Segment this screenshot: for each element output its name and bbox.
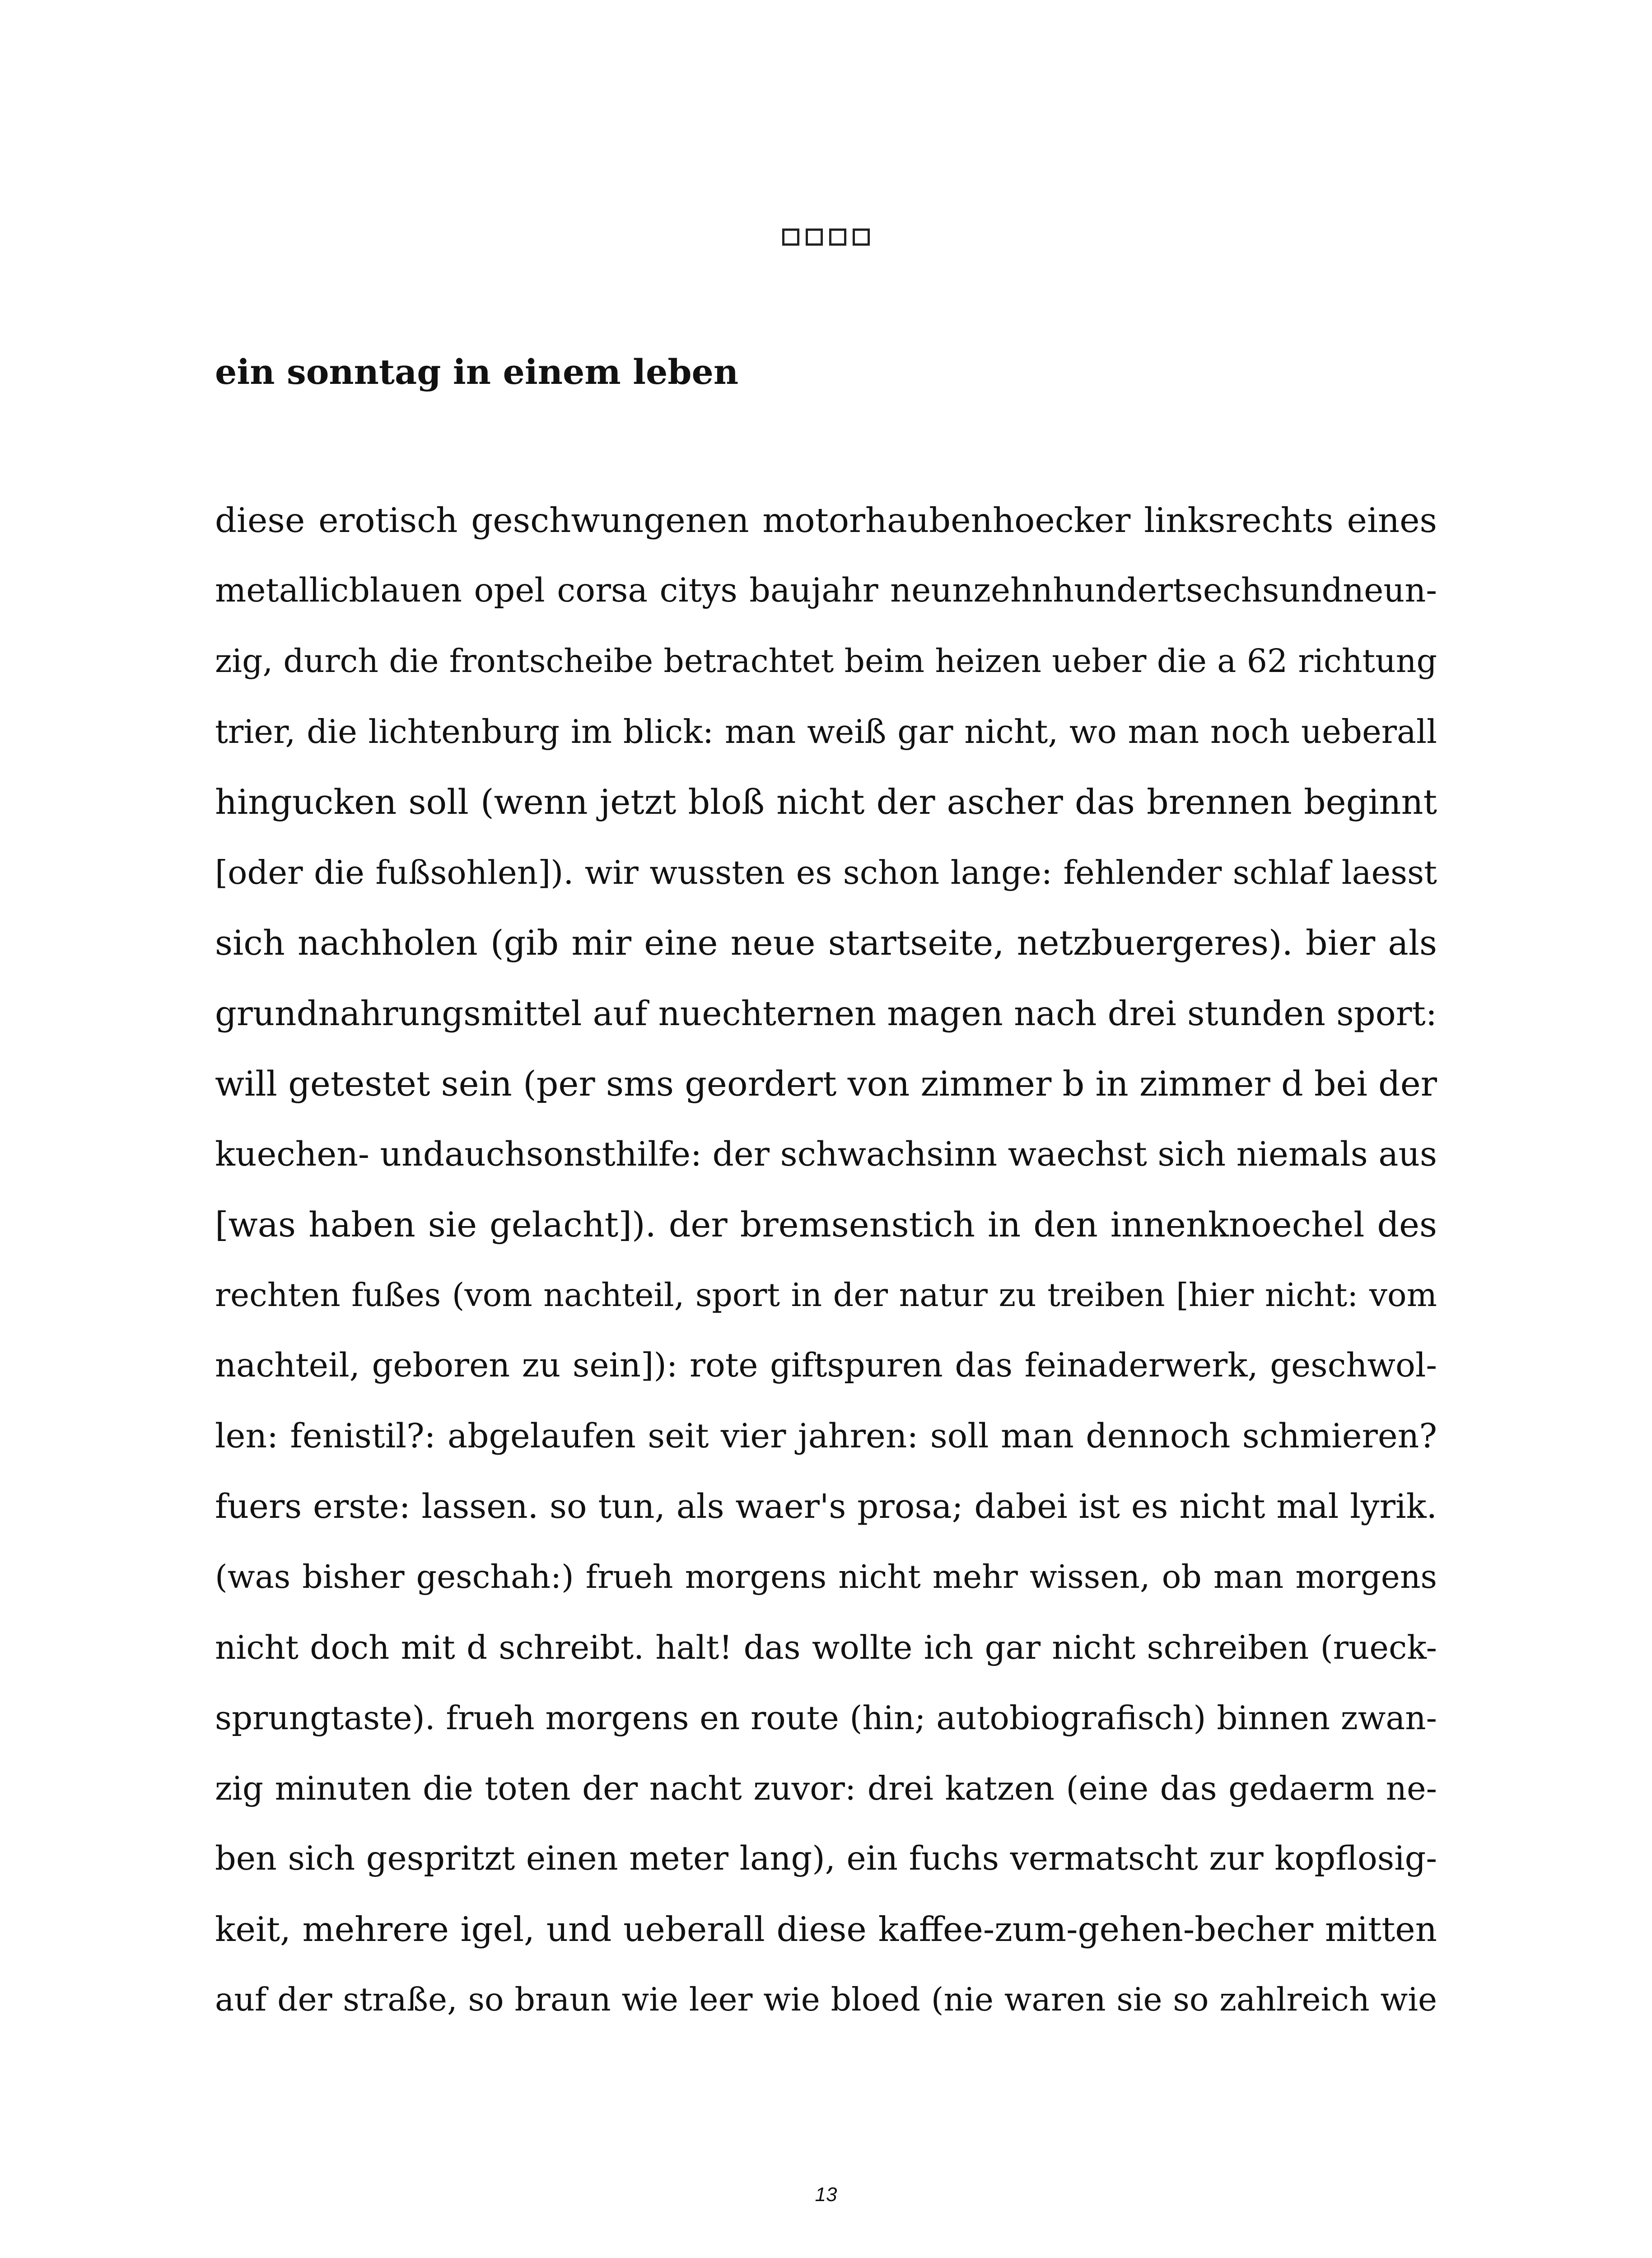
text-line: rechten fußes (vom nachteil, sport in der natur zu treiben [hier nicht: vom xyxy=(215,1276,1437,1314)
text-line: grundnahrungsmittel auf nuechternen magen nach drei stunden sport: xyxy=(215,994,1437,1033)
square-outline-icon xyxy=(853,229,870,246)
text-line: ben sich gespritzt einen meter lang), ein fuchs vermatscht zur kopflosig- xyxy=(215,1839,1437,1878)
text-line: sich nachholen (gib mir eine neue startseite, netzbuergeres). bier als xyxy=(215,923,1437,963)
text-line: metallicblauen opel corsa citys baujahr neunzehnhundertsechsundneun- xyxy=(215,571,1437,610)
text-line: zig minuten die toten der nacht zuvor: drei katzen (eine das gedaerm ne- xyxy=(215,1769,1437,1807)
text-line: len: fenistil?: abgelaufen seit vier jahren: soll man dennoch schmieren? xyxy=(215,1417,1437,1456)
text-line: nachteil, geboren zu sein]): rote giftspuren das feinaderwerk, geschwol- xyxy=(215,1346,1437,1385)
text-line: fuers erste: lassen. so tun, als waer's prosa; dabei ist es nicht mal lyrik. xyxy=(215,1487,1437,1526)
text-line: zig, durch die frontscheibe betrachtet beim heizen ueber die a 62 richtung xyxy=(215,642,1437,680)
square-outline-icon xyxy=(782,229,799,246)
text-line: auf der straße, so braun wie leer wie bloed (nie waren sie so zahlreich wie xyxy=(215,1981,1437,2018)
text-line: [oder die fußsohlen]). wir wussten es schon lange: fehlender schlaf laesst xyxy=(215,854,1437,891)
body-paragraph xyxy=(215,485,1437,2035)
text-line: hingucken soll (wenn jetzt bloß nicht der ascher das brennen beginnt xyxy=(215,782,1437,822)
text-line: keit, mehrere igel, und ueberall diese kaffee-zum-gehen-becher mitten xyxy=(215,1909,1437,1949)
text-line: [was haben sie gelacht]). der bremsenstich in den innenknoechel des xyxy=(215,1204,1437,1245)
square-outline-icon xyxy=(806,229,823,246)
text-line: (was bisher geschah:) frueh morgens nicht mehr wissen, ob man morgens xyxy=(215,1558,1437,1596)
text-line: trier, die lichtenburg im blick: man weiß gar nicht, wo man noch ueberall xyxy=(215,713,1437,751)
page-number: 13 xyxy=(815,2183,837,2206)
square-outline-icon xyxy=(829,229,846,246)
text-line: nicht doch mit d schreibt. halt! das wollte ich gar nicht schreiben (rueck- xyxy=(215,1628,1437,1666)
chapter-title: ein sonntag in einem leben xyxy=(215,352,739,392)
section-ornament xyxy=(0,229,1652,246)
text-line: sprungtaste). frueh morgens en route (hin; autobiografisch) binnen zwan- xyxy=(215,1699,1437,1737)
text-line: kuechen- undauchsonsthilfe: der schwachsinn waechst sich niemals aus xyxy=(215,1135,1437,1174)
text-line: diese erotisch geschwungenen motorhaubenhoecker linksrechts eines xyxy=(215,500,1437,540)
text-line: will getestet sein (per sms geordert von zimmer b in zimmer d bei der xyxy=(215,1064,1437,1104)
